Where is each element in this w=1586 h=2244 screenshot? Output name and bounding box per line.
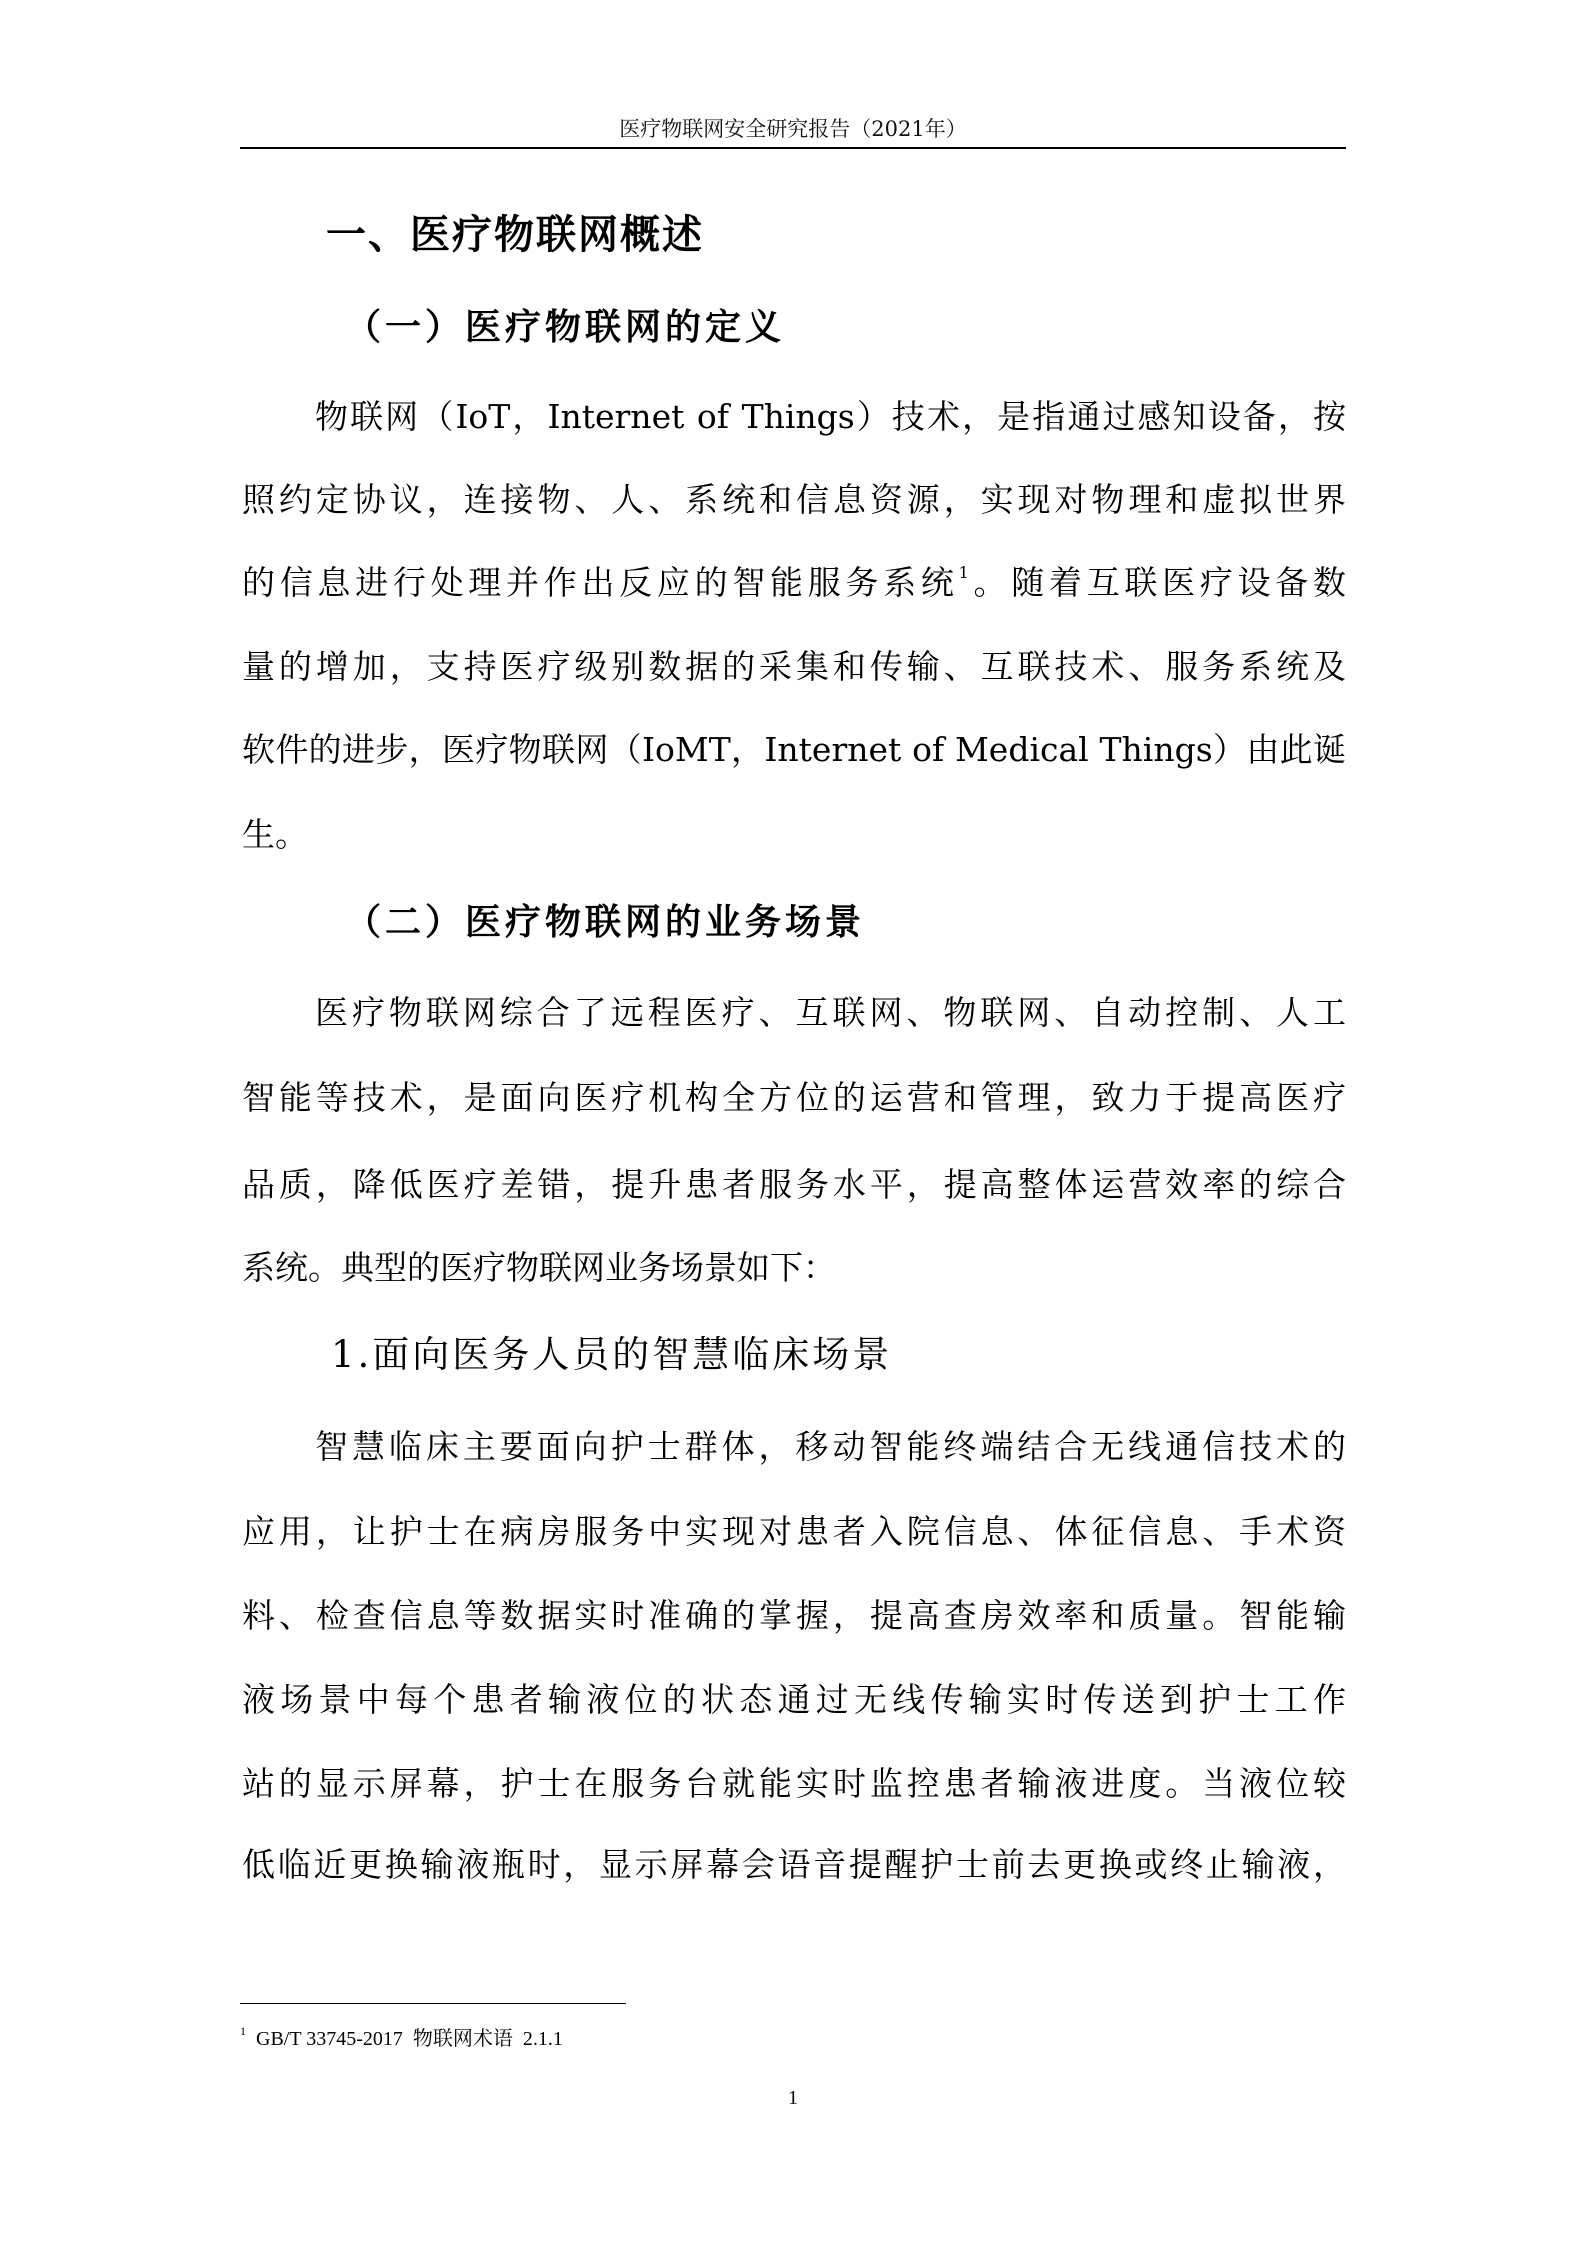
footnote-reference[interactable]: 1 bbox=[958, 563, 969, 582]
line-text: 的信息进行处理并作出反应的智能服务系统 bbox=[242, 563, 959, 602]
paragraph-line: 低临近更换输液瓶时，显示屏幕会语音提醒护士前去更换或终止输液， bbox=[242, 1845, 1346, 1884]
paragraph-line: 应用，让护士在病房服务中实现对患者入院信息、体征信息、手术资 bbox=[242, 1512, 1346, 1551]
paragraph-line: 生。 bbox=[242, 815, 308, 854]
paragraph-line: 智能等技术，是面向医疗机构全方位的运营和管理，致力于提高医疗 bbox=[242, 1078, 1346, 1117]
footnote-standard: GB/T 33745-2017 bbox=[256, 2028, 403, 2050]
paragraph-line: 站的显示屏幕，护士在服务台就能实时监控患者输液进度。当液位较 bbox=[242, 1764, 1346, 1803]
line-text: 。随着互联医疗设备数 bbox=[968, 563, 1347, 602]
paragraph-line: 液场景中每个患者输液位的状态通过无线传输实时传送到护士工作 bbox=[242, 1680, 1346, 1719]
footnote-clause: 2.1.1 bbox=[522, 2028, 563, 2050]
paragraph-line: 品质，降低医疗差错，提升患者服务水平，提高整体运营效率的综合 bbox=[242, 1165, 1346, 1204]
footnote-separator bbox=[240, 2003, 626, 2004]
footnote-mark: 1 bbox=[240, 2024, 246, 2038]
paragraph-line: 医疗物联网综合了远程医疗、互联网、物联网、自动控制、人工 bbox=[315, 993, 1346, 1032]
subsection-heading-scenarios: （二）医疗物联网的业务场景 bbox=[345, 901, 866, 943]
paragraph-line: 软件的进步，医疗物联网（IoMT，Internet of Medical Things）由此诞 bbox=[242, 730, 1346, 769]
paragraph-line: 系统。典型的医疗物联网业务场景如下： bbox=[242, 1248, 836, 1287]
paragraph-line: 料、检查信息等数据实时准确的掌握，提高查房效率和质量。智能输 bbox=[242, 1596, 1346, 1635]
paragraph-line: 物联网（IoT，Internet of Things）技术，是指通过感知设备，按 bbox=[315, 397, 1346, 436]
scenario-heading: 1.面向医务人员的智慧临床场景 bbox=[331, 1333, 893, 1376]
page-number: 1 bbox=[788, 2087, 798, 2109]
paragraph-line bbox=[242, 561, 1346, 605]
footnote-title: 物联网术语 bbox=[412, 2026, 513, 2050]
header-rule bbox=[240, 147, 1346, 149]
footnote bbox=[240, 2024, 563, 2052]
paragraph-line: 智慧临床主要面向护士群体，移动智能终端结合无线通信技术的 bbox=[315, 1427, 1346, 1466]
paragraph-line: 照约定协议，连接物、人、系统和信息资源，实现对物理和虚拟世界 bbox=[242, 480, 1346, 519]
running-header: 医疗物联网安全研究报告（2021年） bbox=[619, 117, 967, 141]
subsection-heading-definition: （一）医疗物联网的定义 bbox=[345, 306, 786, 348]
paragraph-line: 量的增加，支持医疗级别数据的采集和传输、互联技术、服务系统及 bbox=[242, 647, 1346, 686]
section-heading: 一、医疗物联网概述 bbox=[326, 212, 704, 258]
